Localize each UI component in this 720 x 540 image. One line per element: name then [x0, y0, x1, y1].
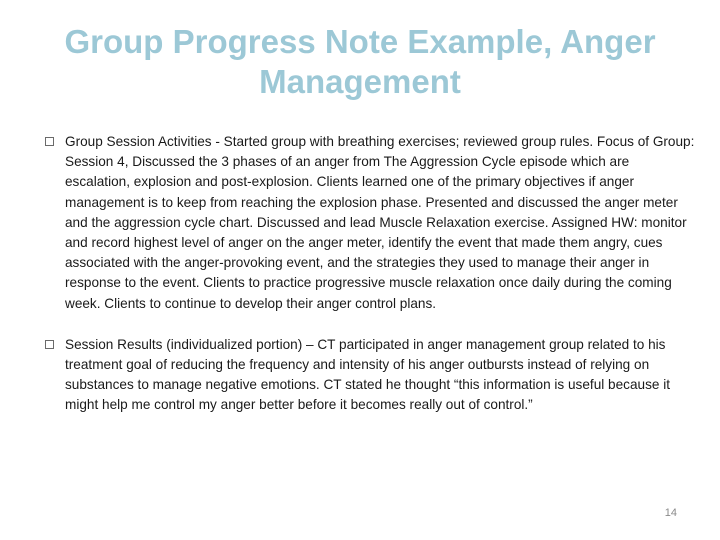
- square-bullet-icon: [45, 340, 54, 349]
- square-bullet-icon: [45, 137, 54, 146]
- slide-title: Group Progress Note Example, Anger Management: [64, 23, 656, 100]
- bullet-text: Group Session Activities - Started group with breathing exercises; reviewed group rules. Focus of Group: Session 4, Discussed the 3 phases of an anger from The Aggression Cycle episode which are escalation, explosion and post-explosion. Clients learned one of the primary objectives if anger management is to keep from reaching the explosion phase. Presented and discussed the anger meter and the aggression cycle chart. Discussed and lead Muscle Relaxation exercise. Assigned HW: monitor and record highest level of anger on the anger meter, identify the event that made them angry, cues associated with the anger-provoking event, and the strategies they used to manage their anger in response to the event. Clients to practice progressive muscle relaxation once daily during the coming week. Clients to continue to develop their anger control plans.: [65, 134, 695, 311]
- bullet-item-session-results: [45, 335, 695, 416]
- bullet-list: [45, 132, 695, 416]
- page-number: 14: [664, 507, 677, 519]
- bullet-text: Session Results (individualized portion) – CT participated in anger management group related to his treatment goal of reducing the frequency and intensity of his anger outbursts instead of relying on substances to manage negative emotions. CT stated he thought “this information is useful because it might help me control my anger better before it becomes really out of control.”: [65, 336, 671, 413]
- bullet-item-session-activities: [45, 132, 695, 314]
